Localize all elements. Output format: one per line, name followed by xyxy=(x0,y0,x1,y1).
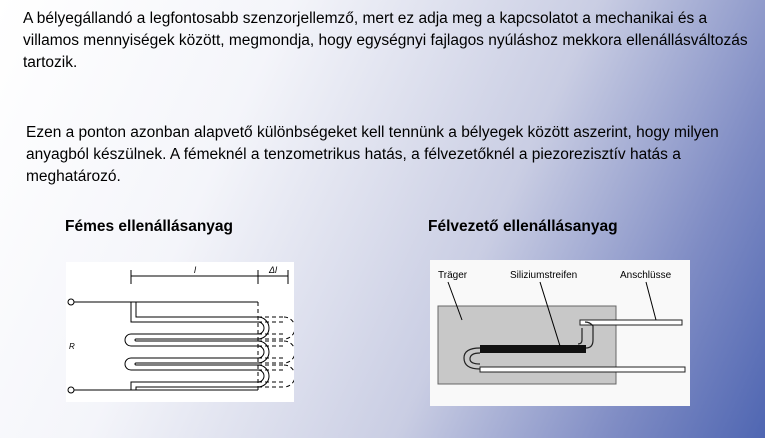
anschluesse-leader xyxy=(646,282,656,320)
semiconductor-caption: Félvezető ellenállásanyag xyxy=(428,218,618,235)
delta-length-label: Δl xyxy=(269,265,278,275)
metal-caption: Fémes ellenállásanyag xyxy=(65,218,234,235)
meander-outer xyxy=(125,302,264,390)
metal-gauge-diagram xyxy=(66,262,294,402)
anschluesse-label: Anschlüsse xyxy=(620,270,672,281)
semiconductor-gauge-diagram xyxy=(430,260,690,406)
intro-paragraph: A bélyegállandó a legfontosabb szenzorjellemző, mert ez adja meg a kapcsolatot a mechanikai és a villamos mennyiségek között, megmondja, hogy egységnyi fajlagos nyúláshoz mekkora ellenállásváltozás tartozik. xyxy=(23,10,748,71)
silicon-strip xyxy=(480,345,586,353)
length-label: l xyxy=(194,265,196,275)
resistance-label: R xyxy=(69,342,75,351)
terminal-top xyxy=(68,299,74,305)
silizium-label: Siliziumstreifen xyxy=(510,270,578,281)
terminal-bottom xyxy=(68,387,74,393)
traeger-label: Träger xyxy=(438,270,468,281)
difference-paragraph: Ezen a ponton azonban alapvető különbségeket kell tennünk a bélyegek között aszerint, hogy milyen anyagból készülnek. A fémeknél a tenzometrikus hatás, a félvezetőknél a piezorezisztív hatás a meghatározó. xyxy=(26,124,719,185)
lead-upper xyxy=(580,320,682,325)
metal-gauge-figure xyxy=(66,262,294,402)
extension-dashed xyxy=(258,317,294,387)
lead-lower xyxy=(480,367,685,372)
semiconductor-gauge-figure xyxy=(430,260,690,406)
